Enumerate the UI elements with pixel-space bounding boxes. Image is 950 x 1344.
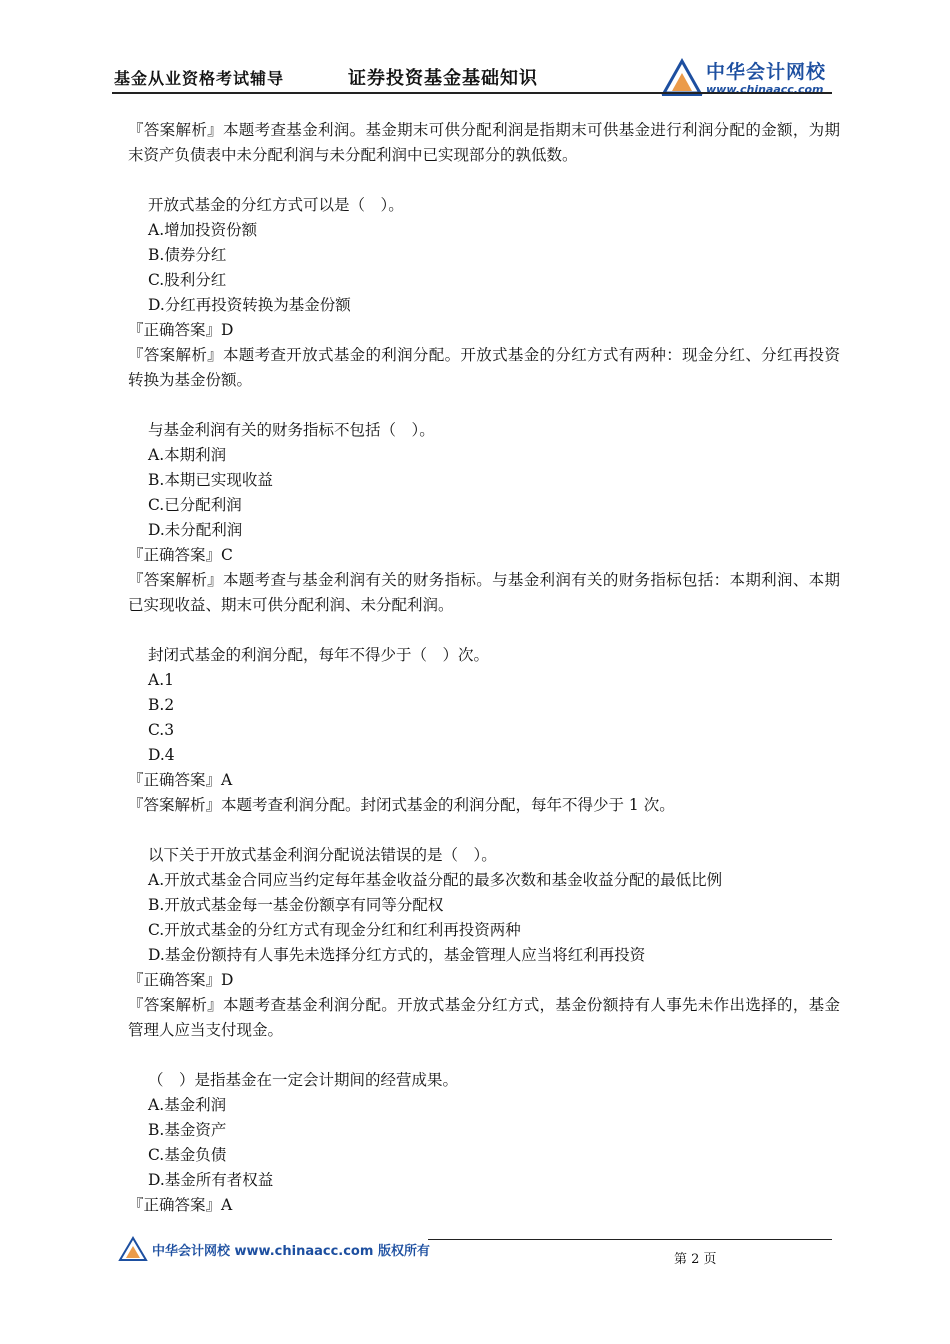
answer-analysis: 『答案解析』本题考查开放式基金的利润分配。开放式基金的分红方式有两种：现金分红、分红再投资转换为基金份额。 [128, 346, 840, 389]
option-d: D.4 [148, 746, 175, 764]
question-stem: 以下关于开放式基金利润分配说法错误的是（ ）。 [148, 846, 497, 864]
footer-copyright: 中华会计网校 www.chinaacc.com 版权所有 [152, 1244, 430, 1259]
option-d: D.分红再投资转换为基金份额 [148, 296, 351, 314]
option-d: D.基金份额持有人事先未选择分红方式的，基金管理人应当将红利再投资 [148, 946, 646, 964]
option-b: B.本期已实现收益 [148, 471, 273, 489]
option-b: B.2 [148, 696, 175, 714]
question-stem: 封闭式基金的利润分配，每年不得少于（ ）次。 [148, 646, 490, 664]
exam-series-title: 基金从业资格考试辅导 [114, 69, 285, 88]
logo-name: 中华会计网校 [706, 61, 827, 83]
document-body [128, 118, 840, 1218]
option-c: C.3 [148, 721, 175, 739]
option-a: A.基金利润 [148, 1096, 227, 1114]
correct-answer: 『正确答案』A [128, 1196, 233, 1214]
header-rule [112, 92, 832, 94]
logo-url: www.chinaacc.com [706, 83, 824, 96]
question-block [128, 643, 840, 818]
option-d: D.未分配利润 [148, 521, 243, 539]
page-header [0, 0, 950, 110]
question-stem: 开放式基金的分红方式可以是（ ）。 [148, 196, 404, 214]
page-footer [0, 1228, 950, 1278]
correct-answer: 『正确答案』C [128, 546, 233, 564]
correct-answer: 『正确答案』D [128, 971, 234, 989]
option-c: C.已分配利润 [148, 496, 242, 514]
option-c: C.股利分红 [148, 271, 227, 289]
option-b: B.开放式基金每一基金份额享有同等分配权 [148, 896, 444, 914]
question-block [128, 418, 840, 618]
question-block [128, 193, 840, 393]
option-c: C.基金负债 [148, 1146, 227, 1164]
correct-answer: 『正确答案』A [128, 771, 233, 789]
option-b: B.债券分红 [148, 246, 227, 264]
option-c: C.开放式基金的分红方式有现金分红和红利再投资两种 [148, 921, 521, 939]
correct-answer: 『正确答案』D [128, 321, 234, 339]
question-stem: 与基金利润有关的财务指标不包括（ ）。 [148, 421, 435, 439]
page-number: 第 2 页 [674, 1252, 717, 1267]
footer-logo-icon [118, 1236, 148, 1262]
answer-analysis: 『答案解析』本题考查基金利润分配。开放式基金分红方式，基金份额持有人事先未作出选择的，基金管理人应当支付现金。 [128, 996, 840, 1039]
option-a: A.开放式基金合同应当约定每年基金收益分配的最多次数和基金收益分配的最低比例 [148, 871, 723, 889]
option-a: A.增加投资份额 [148, 221, 258, 239]
answer-analysis: 『答案解析』本题考查利润分配。封闭式基金的利润分配，每年不得少于 1 次。 [128, 796, 675, 814]
footer-rule [428, 1239, 832, 1240]
option-d: D.基金所有者权益 [148, 1171, 274, 1189]
option-b: B.基金资产 [148, 1121, 227, 1139]
subject-title: 证券投资基金基础知识 [348, 68, 538, 89]
option-a: A.1 [148, 671, 174, 689]
question-block [128, 1068, 840, 1218]
brand-logo [660, 55, 840, 105]
option-a: A.本期利润 [148, 446, 227, 464]
answer-analysis: 『答案解析』本题考查与基金利润有关的财务指标。与基金利润有关的财务指标包括：本期利润、本期已实现收益、期末可供分配利润、未分配利润。 [128, 571, 840, 614]
answer-analysis: 『答案解析』本题考查基金利润。基金期末可供分配利润是指期末可供基金进行利润分配的金额，为期末资产负债表中未分配利润与未分配利润中已实现部分的孰低数。 [128, 121, 840, 164]
question-stem: （ ）是指基金在一定会计期间的经营成果。 [148, 1071, 459, 1089]
logo-icon [660, 57, 704, 97]
question-block [128, 843, 840, 1043]
